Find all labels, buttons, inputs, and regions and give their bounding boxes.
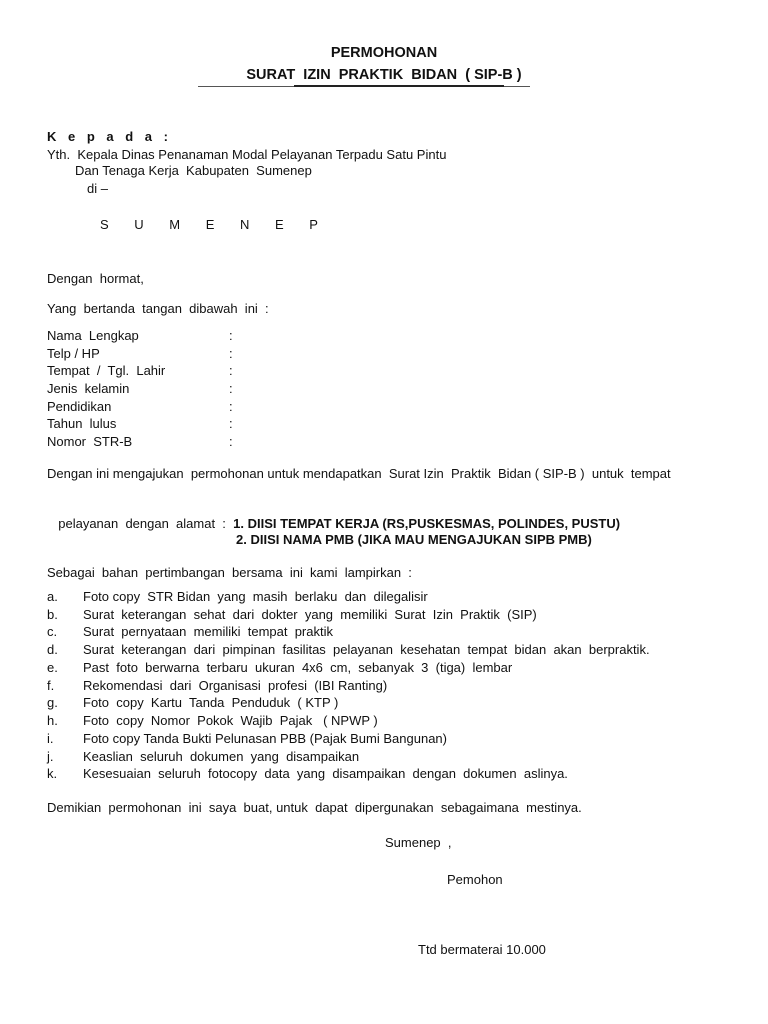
signature-place: Sumenep ,	[385, 835, 452, 850]
list-item: Foto copy Tanda Bukti Pelunasan PBB (Pajak Bumi Bangunan)	[83, 731, 447, 746]
request-address-option-1: 1. DIISI TEMPAT KERJA (RS,PUSKESMAS, POLINDES, PUSTU)	[233, 516, 621, 531]
field-label-pendidikan: Pendidikan	[47, 399, 112, 414]
field-colon: :	[229, 381, 233, 396]
field-label-nomor-str: Nomor STR-B	[47, 434, 133, 449]
addressee-heading: K e p a d a :	[47, 129, 172, 144]
list-item-letter: b.	[47, 607, 58, 622]
list-item-letter: f.	[47, 678, 55, 693]
list-item: Foto copy Kartu Tanda Penduduk ( KTP )	[83, 695, 339, 710]
list-item-letter: k.	[47, 766, 58, 781]
intro-text: Yang bertanda tangan dibawah ini :	[47, 301, 269, 316]
field-label-jenis-kelamin: Jenis kelamin	[47, 381, 130, 396]
addressee-city: S U M E N E P	[100, 217, 329, 232]
request-address-option-2: 2. DIISI NAMA PMB (JIKA MAU MENGAJUKAN SIPB PMB)	[236, 532, 592, 547]
list-item-letter: d.	[47, 642, 58, 657]
document-title: PERMOHONAN	[330, 45, 438, 61]
signature-stamp-note: Ttd bermaterai 10.000	[418, 942, 546, 957]
list-item-letter: e.	[47, 660, 58, 675]
signature-role: Pemohon	[447, 872, 503, 887]
addressee-line-3: di –	[87, 181, 108, 196]
list-item-letter: g.	[47, 695, 58, 710]
field-colon: :	[229, 346, 233, 361]
field-colon: :	[229, 399, 233, 414]
document-subtitle: SURAT IZIN PRAKTIK BIDAN ( SIP-B )	[246, 67, 522, 83]
list-item: Surat pernyataan memiliki tempat praktik	[83, 624, 333, 639]
list-item: Foto copy STR Bidan yang masih berlaku dan dilegalisir	[83, 589, 428, 604]
list-item-letter: c.	[47, 624, 58, 639]
request-line-2	[51, 500, 620, 532]
addressee-line-1: Yth. Kepala Dinas Penanaman Modal Pelayanan Terpadu Satu Pintu	[47, 147, 447, 162]
field-colon: :	[229, 328, 233, 343]
field-label-nama: Nama Lengkap	[47, 328, 139, 343]
list-item: Past foto berwarna terbaru ukuran 4x6 cm, sebanyak 3 (tiga) lembar	[83, 660, 513, 675]
request-address-prefix: pelayanan dengan alamat :	[58, 516, 234, 531]
field-label-telp: Telp / HP	[47, 346, 100, 361]
field-colon: :	[229, 434, 233, 449]
field-label-tempat-tgl-lahir: Tempat / Tgl. Lahir	[47, 363, 166, 378]
attachments-intro: Sebagai bahan pertimbangan bersama ini kami lampirkan :	[47, 565, 412, 580]
list-item: Surat keterangan dari pimpinan fasilitas pelayanan kesehatan tempat bidan akan berpraktik.	[83, 642, 650, 657]
list-item: Foto copy Nomor Pokok Wajib Pajak ( NPWP )	[83, 713, 378, 728]
list-item: Rekomendasi dari Organisasi profesi (IBI Ranting)	[83, 678, 388, 693]
list-item-letter: h.	[47, 713, 58, 728]
addressee-line-2: Dan Tenaga Kerja Kabupaten Sumenep	[75, 163, 312, 178]
list-item-letter: j.	[47, 749, 54, 764]
title-underline-accent	[294, 85, 504, 87]
list-item: Surat keterangan sehat dari dokter yang memiliki Surat Izin Praktik (SIP)	[83, 607, 537, 622]
list-item: Kesesuaian seluruh fotocopy data yang disampaikan dengan dokumen aslinya.	[83, 766, 568, 781]
field-colon: :	[229, 416, 233, 431]
request-line-1: Dengan ini mengajukan permohonan untuk mendapatkan Surat Izin Praktik Bidan ( SIP-B ) untuk tempat	[47, 466, 671, 481]
list-item-letter: i.	[47, 731, 54, 746]
closing-text: Demikian permohonan ini saya buat, untuk dapat dipergunakan sebagaimana mestinya.	[47, 800, 582, 815]
field-label-tahun-lulus: Tahun lulus	[47, 416, 117, 431]
greeting: Dengan hormat,	[47, 271, 144, 286]
field-colon: :	[229, 363, 233, 378]
list-item-letter: a.	[47, 589, 58, 604]
list-item: Keaslian seluruh dokumen yang disampaikan	[83, 749, 360, 764]
